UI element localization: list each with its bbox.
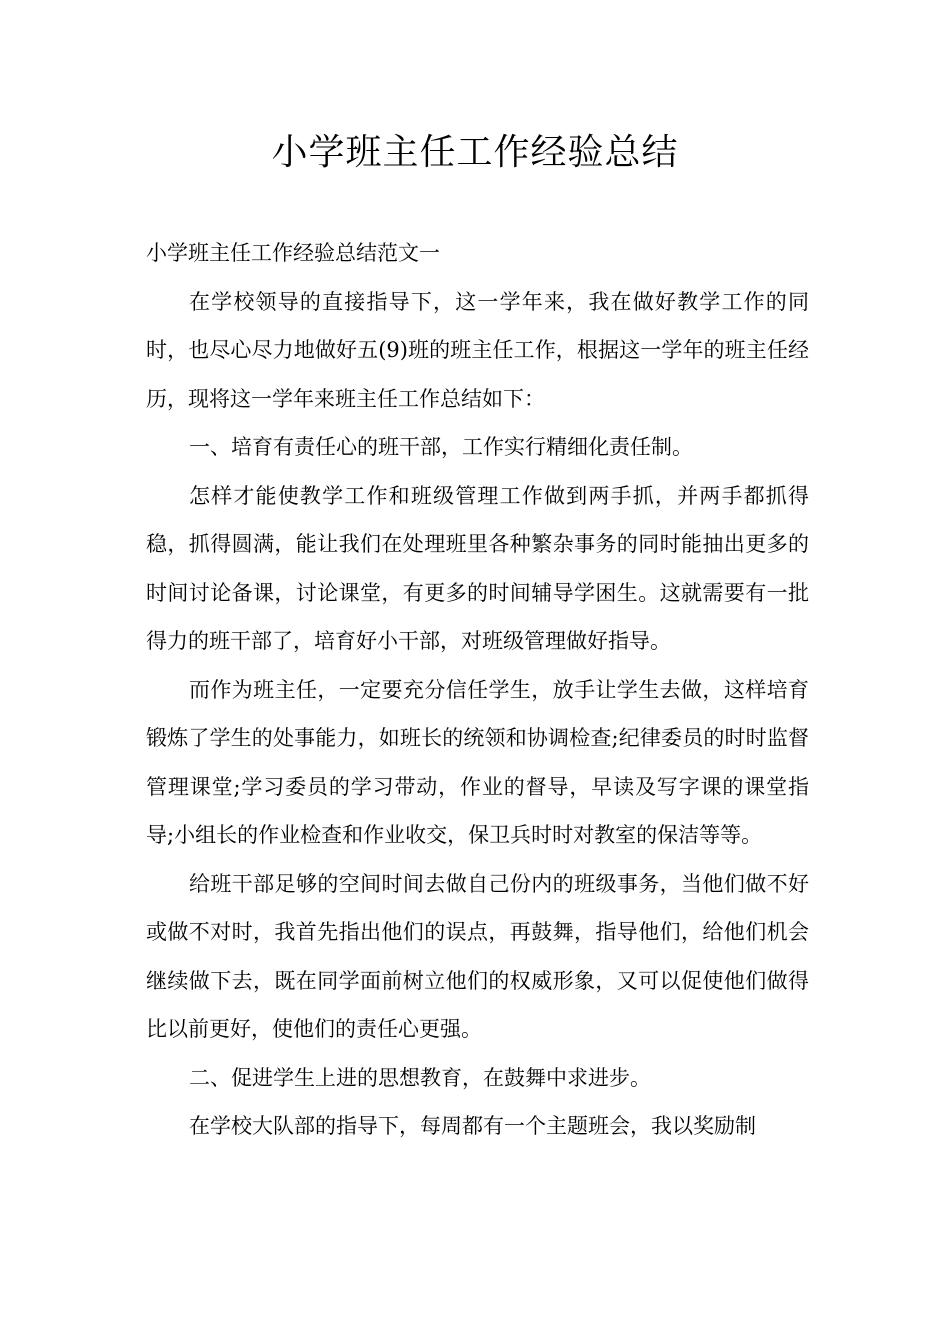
paragraph: 而作为班主任，一定要充分信任学生，放手让学生去做，这样培育锻炼了学生的处事能力，如班长的统领和协调检查;纪律委员的时时监督管理课堂;学习委员的学习带动，作业的督导，早读及写字课的课堂指导;小组长的作业检查和作业收交，保卫兵时时对教室的保洁等等。 — [146, 677, 809, 847]
subheading: 一、培育有责任心的班干部，工作实行精细化责任制。 — [189, 435, 693, 459]
paragraph: 怎样才能使教学工作和班级管理工作做到两手抓，并两手都抓得稳，抓得圆满，能让我们在处理班里各种繁杂事务的同时能抽出更多的时间讨论备课，讨论课堂，有更多的时间辅导学困生。这就需要有一批得力的班干部了，培育好小干部，对班级管理做好指导。 — [146, 483, 809, 653]
paragraph: 在学校大队部的指导下，每周都有一个主题班会，我以奖励制 — [189, 1114, 756, 1138]
paragraph: 在学校领导的直接指导下，这一学年来，我在做好教学工作的同时，也尽心尽力地做好五(9)班的班主任工作，根据这一学年的班主任经历，现将这一学年来班主任工作总结如下： — [146, 289, 809, 411]
section-heading: 小学班主任工作经验总结范文一 — [146, 241, 440, 265]
subheading: 二、促进学生上进的思想教育，在鼓舞中求进步。 — [189, 1065, 651, 1090]
paragraph: 给班干部足够的空间时间去做自己份内的班级事务，当他们做不好或做不对时，我首先指出他们的误点，再鼓舞，指导他们，给他们机会继续做下去，既在同学面前树立他们的权威形象，又可以促使他们做得比以前更好，使他们的责任心更强。 — [146, 871, 809, 1041]
document-body — [146, 229, 809, 1151]
document-title: 小学班主任工作经验总结 — [271, 132, 679, 173]
